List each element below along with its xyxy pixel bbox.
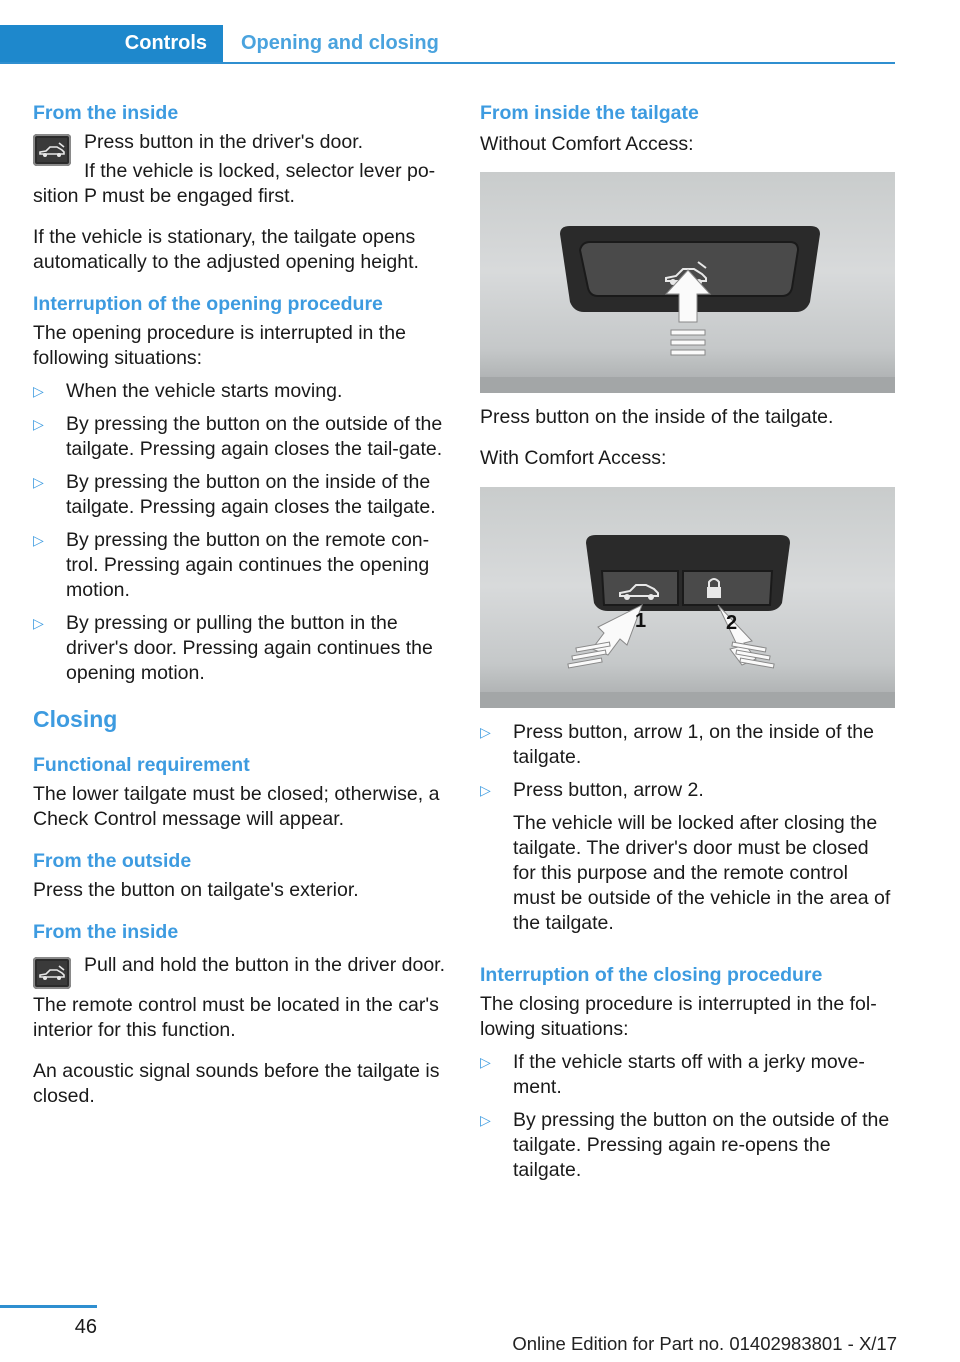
triangle-bullet-icon: ▷ <box>33 474 44 490</box>
triangle-bullet-icon: ▷ <box>33 615 44 631</box>
list-item: ▷ By pressing the button on the remote con-trol. Pressing again continues the opening motion. <box>33 529 430 601</box>
list-item: ▷ By pressing the button on the outside of the tailgate. Pressing again re-opens the tailgate. <box>480 1109 890 1181</box>
heading-from-inside-closing: From the inside <box>33 921 179 943</box>
icon-paragraph <box>33 128 451 184</box>
paragraph-stationary: If the vehicle is stationary, the tailgate opens automatically to the adjusted opening height. <box>33 226 419 273</box>
triangle-bullet-icon: ▷ <box>480 782 491 798</box>
heading-from-inside: From the inside <box>33 102 179 124</box>
bullet-list-closing <box>480 1050 895 1183</box>
chapter-tab[interactable]: Controls <box>0 25 223 62</box>
triangle-bullet-icon: ▷ <box>480 724 491 740</box>
item-detail: The vehicle will be locked after closing the tailgate. The driver's door must be closed for this purpose and the remote control must be outside of the vehicle in the area of the tailgate. <box>513 812 891 934</box>
list-item: ▷ When the vehicle starts moving. <box>33 380 343 402</box>
arrow-label-2: 2 <box>726 612 738 634</box>
paragraph: Press the button on tailgate's exterior. <box>33 879 359 901</box>
tailgate-button-icon <box>33 957 71 989</box>
triangle-bullet-icon: ▷ <box>33 416 44 432</box>
paragraph: Press button on the inside of the tailgate. <box>480 406 834 428</box>
paragraph: The closing procedure is interrupted in the fol-lowing situations: <box>480 993 877 1040</box>
paragraph: sition P must be engaged first. <box>33 185 295 207</box>
heading-functional-requirement: Functional requirement <box>33 754 250 776</box>
list-item: ▷ By pressing the button on the outside of the tailgate. Pressing again closes the tail-gate. <box>33 413 443 460</box>
edition-note: Online Edition for Part no. 01402983801 - X/17 <box>512 1333 897 1354</box>
right-column <box>480 100 895 1191</box>
section-tab[interactable]: Opening and closing <box>241 32 439 54</box>
paragraph: The remote control must be located in the car's interior for this function. <box>33 994 439 1041</box>
heading-interruption-closing: Interruption of the closing procedure <box>480 964 823 986</box>
list-item: ▷ Press button, arrow 1, on the inside of the tailgate. <box>480 721 874 768</box>
heading-interruption-opening: Interruption of the opening procedure <box>33 293 383 315</box>
triangle-bullet-icon: ▷ <box>33 532 44 548</box>
tailgate-button-photo <box>480 172 895 393</box>
list-item: ▷ Press button, arrow 2. The vehicle will be locked after closing the tailgate. The driver's door must be closed for this purpose and the remote control must be outside of the vehicle in the area of the tailgate. <box>480 778 895 936</box>
paragraph: Press button in the driver's door. <box>84 131 364 153</box>
bullet-list-comfort <box>480 720 895 936</box>
heading-closing: Closing <box>33 706 118 732</box>
triangle-bullet-icon: ▷ <box>480 1054 491 1070</box>
left-column <box>33 100 451 1109</box>
icon-paragraph <box>33 951 451 989</box>
paragraph: The lower tailgate must be closed; otherwise, a Check Control message will appear. <box>33 783 440 830</box>
comfort-access-button-photo <box>480 487 895 708</box>
bullet-list-opening <box>33 379 451 686</box>
arrow-label-1: 1 <box>635 610 647 632</box>
list-item: ▷ By pressing the button on the inside of the tailgate. Pressing again closes the tailgate. <box>33 471 436 518</box>
list-item: ▷ If the vehicle starts off with a jerky move-ment. <box>480 1051 865 1098</box>
paragraph: The opening procedure is interrupted in the following situations: <box>33 322 406 369</box>
paragraph: Pull and hold the button in the driver door. <box>84 954 445 976</box>
footer-rule <box>0 1305 97 1308</box>
heading-from-outside: From the outside <box>33 850 192 872</box>
triangle-bullet-icon: ▷ <box>480 1112 491 1128</box>
page-header <box>0 25 895 64</box>
page-number: 46 <box>74 1316 97 1338</box>
paragraph: If the vehicle is locked, selector lever po- <box>84 160 436 182</box>
tailgate-button-icon <box>33 134 71 166</box>
heading-from-inside-tailgate: From inside the tailgate <box>480 102 699 124</box>
paragraph: Without Comfort Access: <box>480 133 694 155</box>
paragraph: With Comfort Access: <box>480 447 667 469</box>
list-item: ▷ By pressing or pulling the button in the driver's door. Pressing again continues the opening motion. <box>33 612 433 684</box>
triangle-bullet-icon: ▷ <box>33 383 44 399</box>
paragraph: An acoustic signal sounds before the tailgate is closed. <box>33 1060 440 1107</box>
